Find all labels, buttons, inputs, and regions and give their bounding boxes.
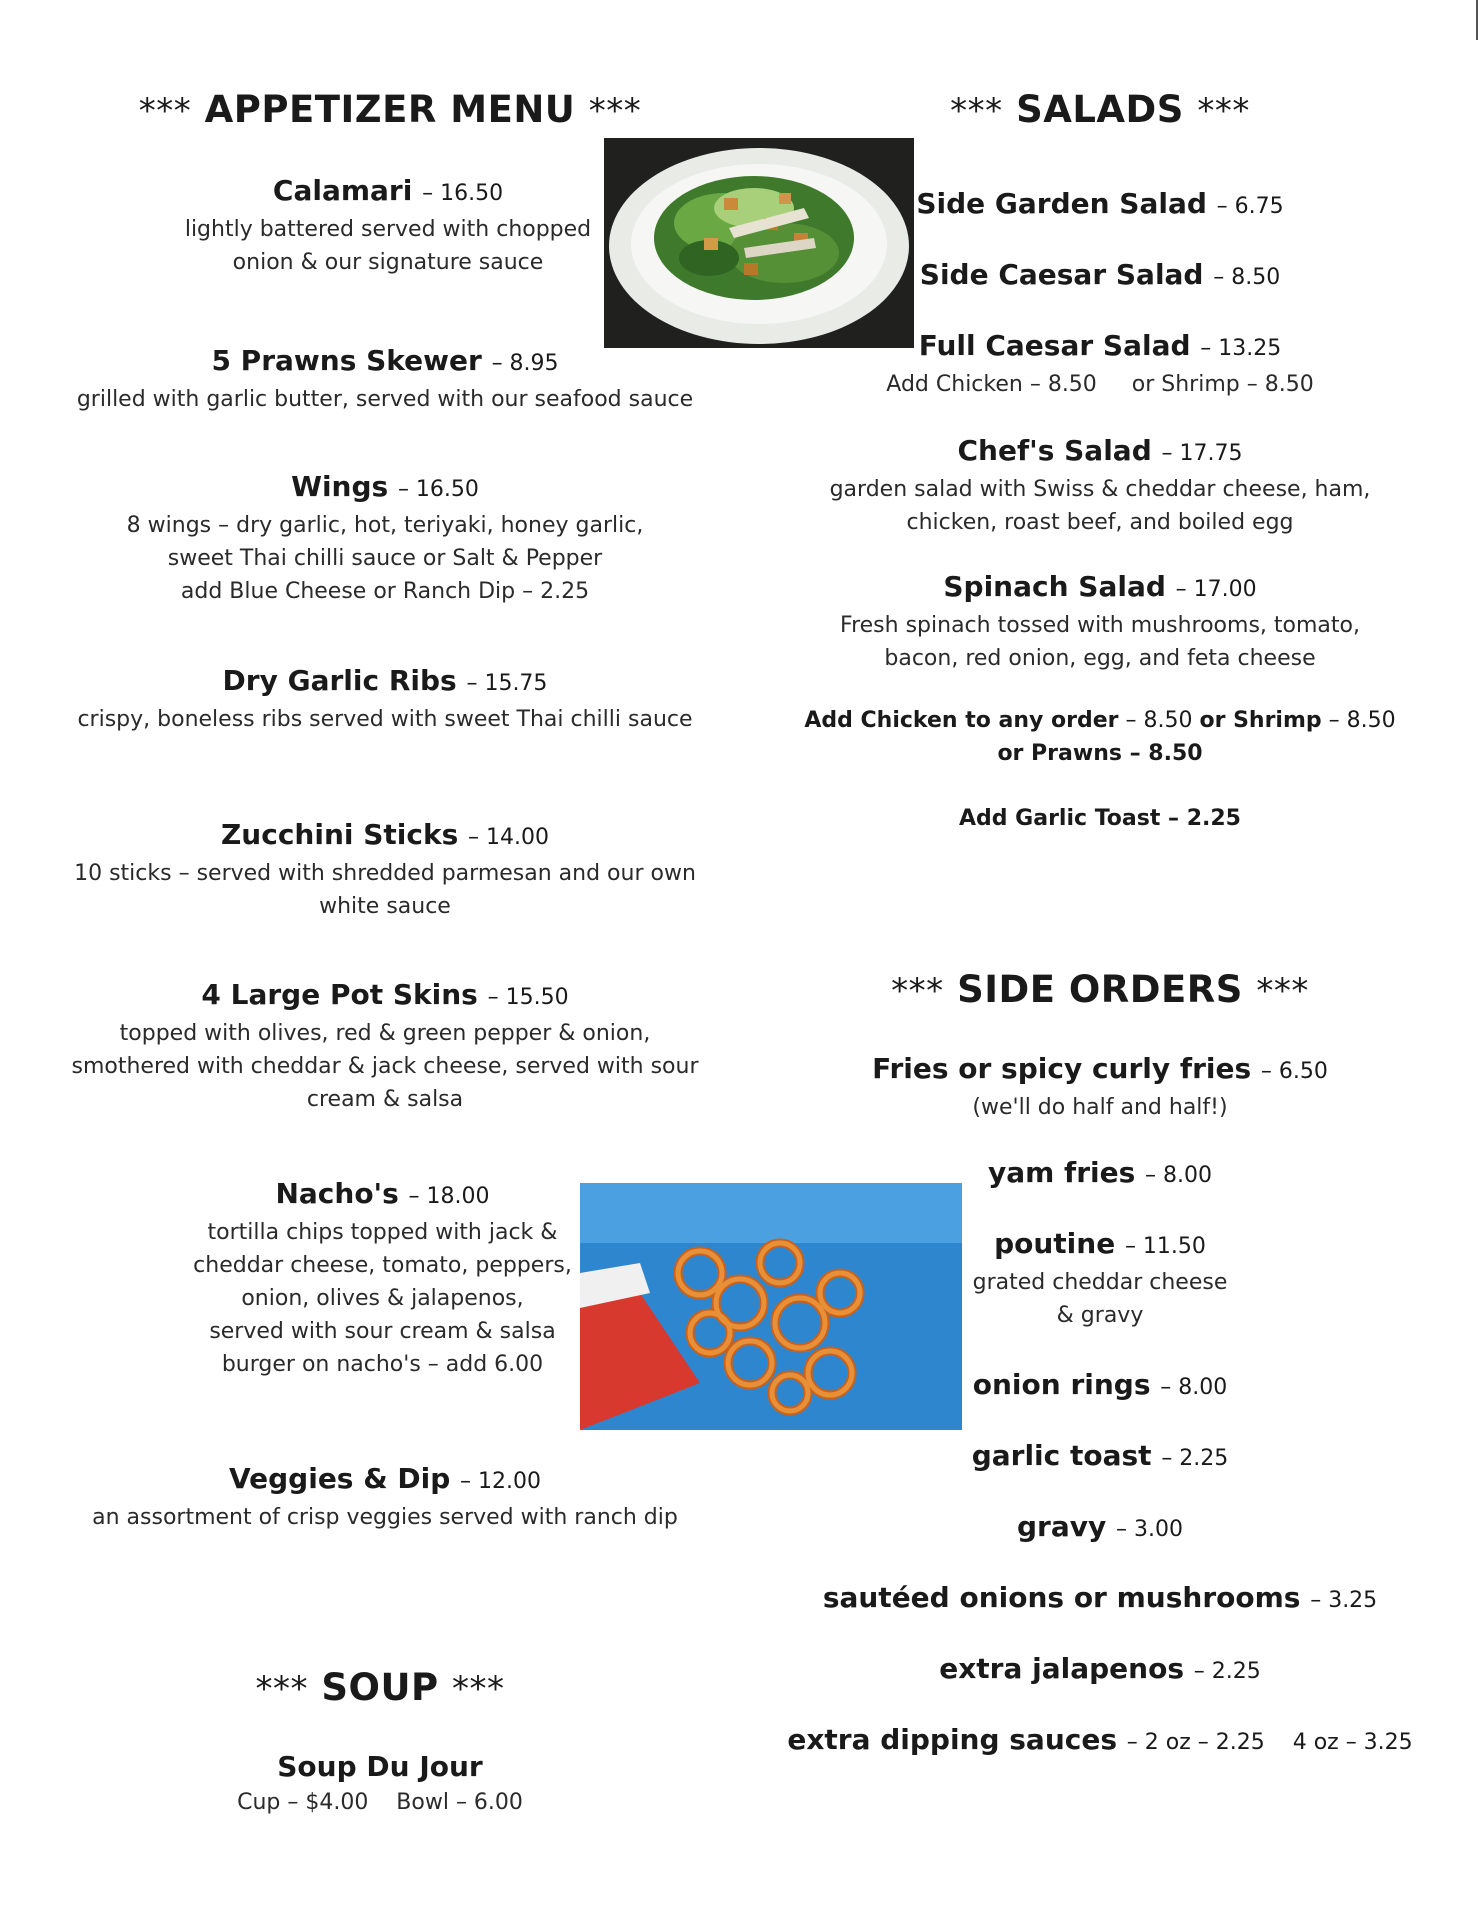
item-name: Fries or spicy curly fries: [872, 1052, 1252, 1085]
item-name: gravy: [1017, 1510, 1107, 1543]
heading-stars-left: ***: [891, 971, 944, 1011]
item-price: – 3.00: [1116, 1517, 1183, 1542]
item-desc-line: tortilla chips topped with jack &: [207, 1220, 558, 1245]
item-price: – 17.75: [1161, 441, 1243, 466]
item-desc-line: Fresh spinach tossed with mushrooms, tomato,: [840, 613, 1360, 638]
item-name: 4 Large Pot Skins: [201, 978, 478, 1011]
item-name: Calamari: [272, 174, 413, 207]
item-price: – 16.50: [422, 181, 504, 206]
salads-heading: [790, 88, 1410, 131]
side-item-onion-rings: [940, 1366, 1260, 1407]
item-desc-line: (we'll do half and half!): [972, 1095, 1228, 1120]
item-name: Dry Garlic Ribs: [222, 664, 457, 697]
item-name: Chef's Salad: [957, 434, 1152, 467]
item-desc-line: sweet Thai chilli sauce or Salt & Pepper: [167, 546, 603, 571]
item-desc-line: cheddar cheese, tomato, peppers,: [193, 1253, 572, 1278]
heading-stars-right: ***: [452, 1669, 505, 1709]
item-price: – 12.00: [460, 1469, 541, 1494]
item-price: – 2.25: [1193, 1659, 1261, 1684]
item-price: – 17.00: [1175, 577, 1257, 602]
item-price: – 2 oz – 2.25 4 oz – 3.25: [1126, 1730, 1413, 1755]
caesar-salad-photo: [604, 138, 914, 348]
item-desc-line: bacon, red onion, egg, and feta cheese: [884, 646, 1316, 671]
side-item-garlic-toast: [940, 1437, 1260, 1478]
item-name: sautéed onions or mushrooms: [822, 1581, 1301, 1614]
item-price: – 16.50: [397, 477, 479, 502]
menu-item-spinach-salad: [790, 568, 1410, 675]
heading-stars-left: ***: [255, 1669, 308, 1709]
item-desc-line: smothered with cheddar & jack cheese, served with sour: [71, 1054, 699, 1079]
item-price: – 8.00: [1145, 1163, 1213, 1188]
item-name: Side Garden Salad: [916, 187, 1207, 220]
item-price: – 15.75: [466, 671, 548, 696]
side-item-extra-jalapenos: [790, 1650, 1410, 1691]
item-desc-line: onion, olives & jalapenos,: [241, 1286, 524, 1311]
side-orders-title: SIDE ORDERS: [957, 968, 1243, 1011]
item-name: Nacho's: [275, 1177, 399, 1210]
item-desc-line: Cup – $4.00 Bowl – 6.00: [237, 1790, 523, 1815]
item-name: Veggies & Dip: [229, 1462, 451, 1495]
item-name: garlic toast: [971, 1439, 1152, 1472]
item-price: – 2.25: [1161, 1446, 1229, 1471]
appetizer-heading: [90, 88, 690, 131]
item-name: extra dipping sauces: [787, 1723, 1118, 1756]
item-name: Spinach Salad: [943, 570, 1166, 603]
menu-item-prawns-skewer: [60, 342, 710, 416]
menu-item-wings: [60, 468, 710, 608]
heading-stars-left: ***: [138, 91, 192, 131]
note-part: or Shrimp: [1199, 708, 1322, 733]
menu-item-veggies-dip: [60, 1460, 710, 1534]
menu-item-soup-du-jour: [160, 1748, 600, 1819]
item-desc-line: garden salad with Swiss & cheddar cheese, ham,: [829, 477, 1371, 502]
garlic-toast-note: [790, 802, 1410, 835]
side-item-yam-fries: [940, 1154, 1260, 1195]
menu-item-zucchini-sticks: [60, 816, 710, 923]
caesar-salad-icon: [604, 138, 914, 348]
item-desc-line: cream & salsa: [306, 1087, 464, 1112]
item-desc-line: an assortment of crisp veggies served with ranch dip: [92, 1505, 678, 1530]
menu-item-nachos: [180, 1175, 585, 1381]
item-desc-line: add Blue Cheese or Ranch Dip – 2.25: [180, 579, 590, 604]
heading-stars-right: ***: [1197, 91, 1250, 131]
item-desc-line: white sauce: [319, 894, 451, 919]
menu-item-pot-skins: [60, 976, 710, 1116]
item-name: onion rings: [972, 1368, 1151, 1401]
note-part: Add Chicken to any order: [804, 708, 1119, 733]
item-desc-line: onion & our signature sauce: [232, 250, 544, 275]
item-price: – 15.50: [487, 985, 569, 1010]
side-item-poutine: [940, 1225, 1260, 1332]
side-item-dipping-sauces: [770, 1721, 1430, 1762]
item-name: 5 Prawns Skewer: [211, 344, 482, 377]
item-price: – 8.50: [1213, 265, 1281, 290]
item-price: – 6.75: [1216, 194, 1284, 219]
note-part: – 8.50: [1321, 708, 1396, 733]
heading-stars-right: ***: [588, 91, 642, 131]
item-desc-line: grilled with garlic butter, served with our seafood sauce: [76, 387, 694, 412]
item-price: – 6.50: [1260, 1059, 1328, 1084]
item-name: poutine: [994, 1227, 1116, 1260]
note-part: – 8.50: [1118, 708, 1200, 733]
menu-item-dry-garlic-ribs: [60, 662, 710, 736]
item-desc-line: Add Chicken – 8.50 or Shrimp – 8.50: [886, 372, 1314, 397]
item-desc-line: 8 wings – dry garlic, hot, teriyaki, honey garlic,: [126, 513, 644, 538]
item-price: – 18.00: [408, 1184, 490, 1209]
item-name: Full Caesar Salad: [918, 329, 1191, 362]
page-edge-mark: [1476, 0, 1478, 40]
item-desc-line: grated cheddar cheese: [972, 1270, 1228, 1295]
side-item-gravy: [940, 1508, 1260, 1549]
item-price: – 8.95: [491, 351, 559, 376]
salads-title: SALADS: [1016, 88, 1184, 131]
salad-addons-note: [760, 704, 1440, 770]
item-price: – 3.25: [1310, 1588, 1378, 1613]
item-desc-line: chicken, roast beef, and boiled egg: [906, 510, 1294, 535]
item-desc-line: crispy, boneless ribs served with sweet Thai chilli sauce: [77, 707, 693, 732]
appetizer-title: APPETIZER MENU: [204, 88, 576, 131]
curly-fries-icon: [580, 1183, 962, 1430]
soup-heading: [160, 1666, 600, 1709]
menu-item-chefs-salad: [790, 432, 1410, 539]
side-item-fries: [860, 1050, 1340, 1124]
item-price: – 13.25: [1200, 336, 1282, 361]
note-prawns: or Prawns – 8.50: [997, 741, 1203, 766]
item-name: extra jalapenos: [939, 1652, 1184, 1685]
item-name: Zucchini Sticks: [220, 818, 459, 851]
heading-stars-left: ***: [950, 91, 1003, 131]
item-desc-line: & gravy: [1056, 1303, 1144, 1328]
soup-title: SOUP: [321, 1666, 439, 1709]
item-desc-line: 10 sticks – served with shredded parmesan and our own: [74, 861, 696, 886]
side-item-sauteed: [790, 1579, 1410, 1620]
item-desc-line: lightly battered served with chopped: [184, 217, 592, 242]
menu-item-calamari: [168, 172, 608, 279]
item-price: – 14.00: [468, 825, 549, 850]
item-name: Soup Du Jour: [277, 1750, 483, 1783]
curly-fries-photo: [580, 1183, 962, 1430]
note-garlic-toast: Add Garlic Toast – 2.25: [959, 806, 1241, 831]
item-name: yam fries: [987, 1156, 1136, 1189]
heading-stars-right: ***: [1256, 971, 1309, 1011]
item-desc-line: topped with olives, red & green pepper & onion,: [119, 1021, 651, 1046]
item-desc-line: served with sour cream & salsa: [209, 1319, 556, 1344]
item-name: Wings: [291, 470, 389, 503]
item-desc-line: burger on nacho's – add 6.00: [221, 1352, 544, 1377]
side-orders-heading: [790, 968, 1410, 1011]
item-name: Side Caesar Salad: [919, 258, 1204, 291]
item-price: – 11.50: [1124, 1234, 1206, 1259]
item-price: – 8.00: [1160, 1375, 1228, 1400]
